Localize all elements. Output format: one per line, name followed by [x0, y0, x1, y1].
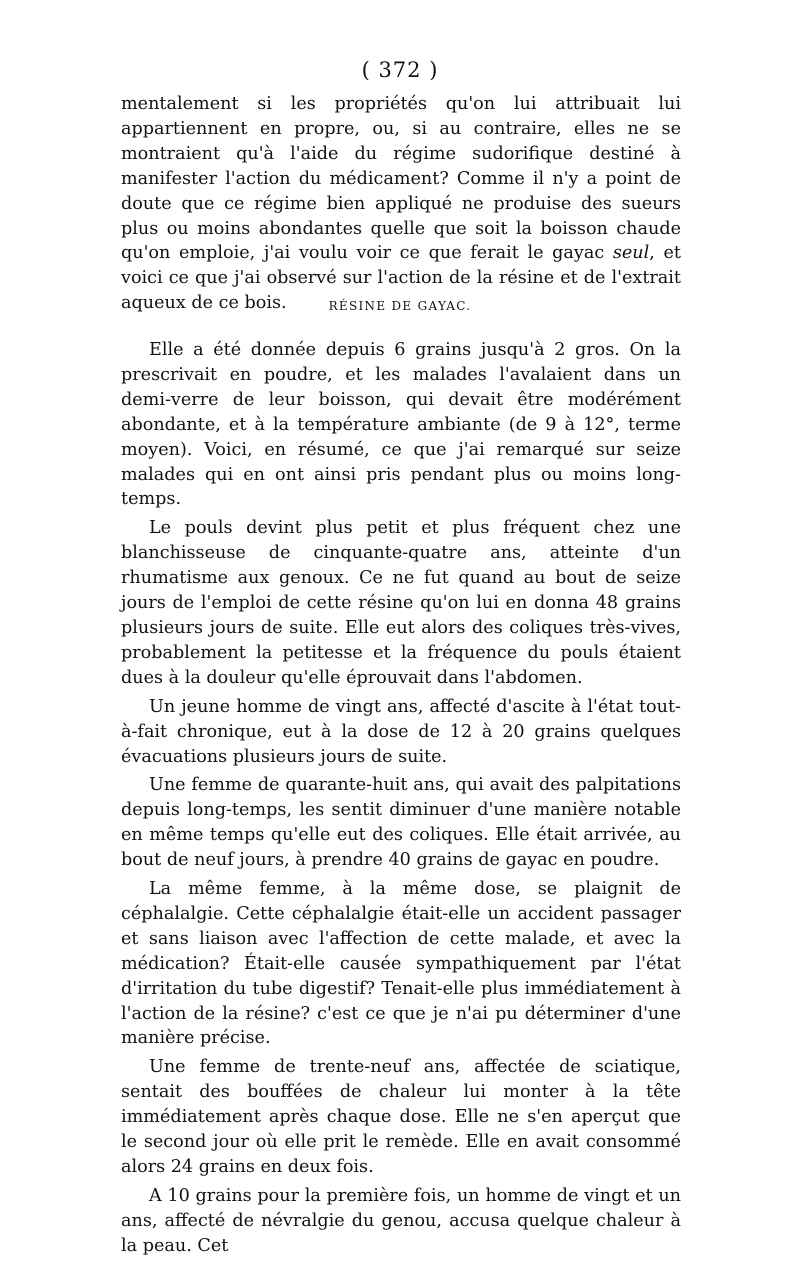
- intro-text-start: mentalement si les propriétés qu'on lui attribuait lui appartiennent en propre, ou, si au contraire, elles ne se montraient qu'à l'aide du régime sudorifique destiné à manifester l'action du médicament? Comme il n'y a point de doute que ce régime bien appliqué ne produise des sueurs plus ou moins abondantes quelle que soit la boisson chaude qu'on emploie, j'ai voulu voir ce que ferait le gayac: [121, 94, 681, 264]
- section-title: RÉSINE DE GAYAC.: [328, 299, 472, 313]
- intro-paragraph: [121, 92, 681, 316]
- paragraph: La même femme, à la même dose, se plaignit de céphalalgie. Cette céphalalgie était-elle un accident passager et sans liaison avec l'affection de cette malade, et avec la médication? Était-elle causée sympathiquement par l'état d'irritation du tube digestif? Tenait-elle plus immédiatement à l'action de la résine? c'est ce que je n'ai pu déterminer d'une manière précise.: [121, 879, 681, 1049]
- paragraph: Un jeune homme de vingt ans, affecté d'ascite à l'état tout-à-fait chronique, eut à la dose de 12 à 20 grains quelques évacuations plusieurs jours de suite.: [121, 696, 681, 767]
- paragraph: Une femme de trente-neuf ans, affectée de sciatique, sentait des bouffées de chaleur lui monter à la tête immédiatement après chaque dose. Elle ne s'en aperçut que le second jour où elle prit le remède. Elle en avait consommé alors 24 grains en deux fois.: [121, 1057, 681, 1177]
- section-body: [121, 338, 681, 1259]
- paragraph: Le pouls devint plus petit et plus fréquent chez une blanchisseuse de cinquante-quatre ans, atteinte d'un rhumatisme aux genoux. Ce ne fut quand au bout de seize jours de l'emploi de cette résine qu'on lui en donna 48 grains plusieurs jours de suite. Elle eut alors des coliques très-vives, probablement la petitesse et la fréquence du pouls étaient dues à la douleur qu'elle éprouvait dans l'abdomen.: [121, 518, 681, 688]
- paragraph: Une femme de quarante-huit ans, qui avait des palpitations depuis long-temps, les sentit diminuer d'une manière notable en même temps qu'elle eut des coliques. Elle était arrivée, au bout de neuf jours, à prendre 40 grains de gayac en poudre.: [121, 775, 681, 871]
- intro-text-end: , et voici ce que j'ai observé sur l'action de la résine et de l'extrait aqueux de ce bois.: [121, 243, 682, 314]
- paragraph: A 10 grains pour la première fois, un homme de vingt et un ans, affecté de névralgie du genou, accusa quelque chaleur à la peau. Cet: [121, 1185, 681, 1256]
- paragraph: Elle a été donnée depuis 6 grains jusqu'à 2 gros. On la prescrivait en poudre, et les malades l'avalaient dans un demi-verre de leur boisson, qui devait être modérément abondante, et à la température ambiante (de 9 à 12°, terme moyen). Voici, en résumé, ce que j'ai remarqué sur seize malades qui en ont ainsi pris pendant plus ou moins long-temps.: [121, 340, 681, 510]
- intro-text: [121, 92, 681, 316]
- intro-emphasis: seul: [612, 243, 650, 264]
- page-number: ( 372 ): [361, 58, 439, 82]
